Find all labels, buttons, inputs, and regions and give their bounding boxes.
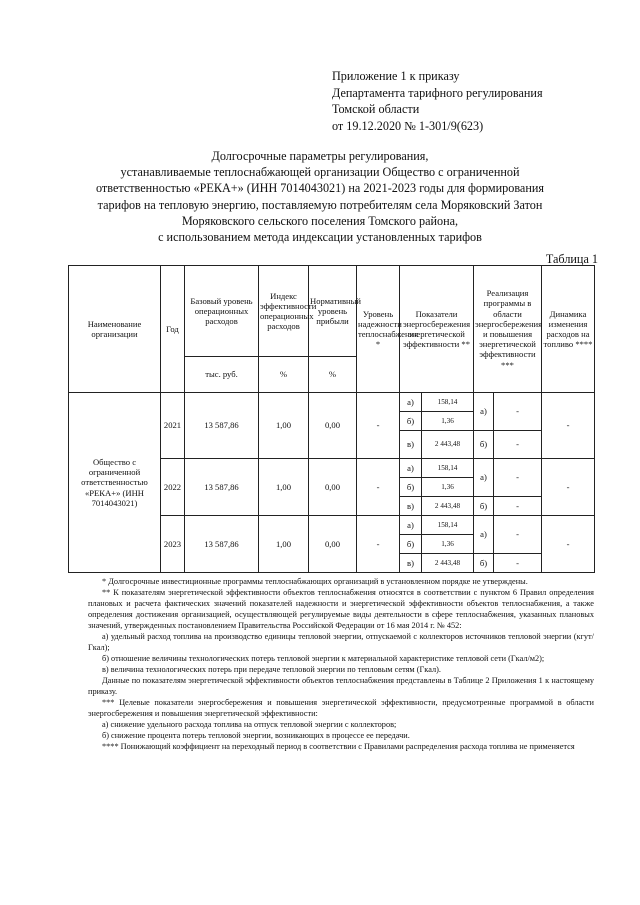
energy-label-c: в) <box>400 497 422 516</box>
appendix-line-1: Приложение 1 к приказу <box>332 69 460 83</box>
program-label-a: а) <box>474 516 494 554</box>
row-norm: 0,00 <box>309 393 357 459</box>
note-2d: Данные по показателям энергетической эффективности объектов теплоснабжения представлены в Таблице 2 Приложения 1 к настоящему приказу. <box>88 676 594 696</box>
energy-label-b: б) <box>400 535 422 554</box>
energy-value-c: 2 443,48 <box>422 431 474 459</box>
header-base: Базовый уровень операционных расходов <box>185 266 259 357</box>
energy-value-c: 2 443,48 <box>422 497 474 516</box>
program-value-b: - <box>494 431 542 459</box>
header-dynamics: Динамика изменения расходов на топливо **** <box>542 266 595 393</box>
title-line-4: тарифов на тепловую энергию, поставляемую потребителям села Моряковский Затон <box>97 197 543 212</box>
program-label-b: б) <box>474 431 494 459</box>
note-3: *** Целевые показатели энергосбережения и повышения энергетической эффективности, предусмотренные программой в области энергосбережения и повышения энергетической эффективности: <box>88 698 594 718</box>
energy-label-a: а) <box>400 516 422 535</box>
note-2a: а) удельный расход топлива на производство единицы тепловой энергии, отпускаемой с коллекторов источников тепловой энергии (кгут/Гкал); <box>88 632 594 652</box>
row-index: 1,00 <box>259 459 309 516</box>
header-program: Реализация программы в области энергосбережения и повышения энергетической эффективности *** <box>474 266 542 393</box>
row-index: 1,00 <box>259 516 309 573</box>
row-year: 2021 <box>161 393 185 459</box>
footnotes <box>88 576 594 752</box>
row-year: 2023 <box>161 516 185 573</box>
energy-value-a: 158,14 <box>422 393 474 412</box>
energy-label-b: б) <box>400 478 422 497</box>
row-dynamics: - <box>542 393 595 459</box>
parameters-table <box>68 265 595 573</box>
row-dynamics: - <box>542 459 595 516</box>
header-year: Год <box>161 266 185 393</box>
program-value-a: - <box>494 459 542 497</box>
program-value-a: - <box>494 516 542 554</box>
program-label-a: а) <box>474 459 494 497</box>
energy-label-b: б) <box>400 412 422 431</box>
energy-value-a: 158,14 <box>422 459 474 478</box>
note-4: **** Понижающий коэффициент на переходный период в соответствии с Правилами распределения расхода топлива не применяется <box>102 742 575 751</box>
table-caption: Таблица 1 <box>545 252 598 266</box>
note-2c: в) величина технологических потерь при передаче тепловой энергии по тепловым сетям (Гкал). <box>102 665 441 674</box>
energy-value-b: 1,36 <box>422 412 474 431</box>
appendix-line-4: от 19.12.2020 № 1-301/9(623) <box>332 118 484 133</box>
title-line-2: устанавливаемые теплоснабжающей организации Общество с ограниченной <box>120 165 520 180</box>
row-base: 13 587,86 <box>185 459 259 516</box>
program-label-b: б) <box>474 554 494 573</box>
note-3a: а) снижение удельного расхода топлива на отпуск тепловой энергии с коллекторов; <box>102 720 397 729</box>
energy-value-b: 1,36 <box>422 535 474 554</box>
energy-label-c: в) <box>400 554 422 573</box>
program-value-b: - <box>494 554 542 573</box>
org-name: Общество с ограниченной ответственностью «РЕКА+» (ИНН 7014043021) <box>69 393 161 573</box>
header-index: Индекс эффективности операционных расходов <box>259 266 309 357</box>
header-energy: Показатели энергосбережения энергетической эффективности ** <box>400 266 474 393</box>
program-label-a: а) <box>474 393 494 431</box>
appendix-line-3: Томской области <box>332 102 420 116</box>
row-base: 13 587,86 <box>185 393 259 459</box>
energy-value-a: 158,14 <box>422 516 474 535</box>
row-norm: 0,00 <box>309 459 357 516</box>
note-3b: б) снижение процента потерь тепловой энергии, возникающих в процессе ее передачи. <box>102 731 410 740</box>
row-dynamics: - <box>542 516 595 573</box>
energy-label-c: в) <box>400 431 422 459</box>
title-line-5: Моряковского сельского поселения Томского района, <box>181 213 459 228</box>
program-value-a: - <box>494 393 542 431</box>
title-line-3: ответственностью «РЕКА+» (ИНН 7014043021) на 2021-2023 годы для формирования <box>96 181 544 196</box>
energy-label-a: а) <box>400 393 422 412</box>
row-norm: 0,00 <box>309 516 357 573</box>
document-title <box>40 148 600 245</box>
title-line-1: Долгосрочные параметры регулирования, <box>211 149 429 163</box>
row-base: 13 587,86 <box>185 516 259 573</box>
unit-index: % <box>259 357 309 393</box>
energy-value-b: 1,36 <box>422 478 474 497</box>
row-index: 1,00 <box>259 393 309 459</box>
appendix-header <box>332 68 543 134</box>
header-org: Наименование организации <box>69 266 161 393</box>
row-year: 2022 <box>161 459 185 516</box>
header-reliability: Уровень надежности теплоснабжения * <box>357 266 400 393</box>
unit-base: тыс. руб. <box>185 357 259 393</box>
row-reliability: - <box>357 516 400 573</box>
note-2b: б) отношение величины технологических потерь тепловой энергии к материальной характеристике тепловой сети (Гкал/м2); <box>102 654 545 663</box>
energy-value-c: 2 443,48 <box>422 554 474 573</box>
energy-label-a: а) <box>400 459 422 478</box>
unit-norm: % <box>309 357 357 393</box>
header-norm: Нормативный уровень прибыли <box>309 266 357 357</box>
program-label-b: б) <box>474 497 494 516</box>
note-2: ** К показателям энергетической эффективности объектов теплоснабжения относятся в соответствии с пунктом 6 Правил определения плановых и расчета фактических значений показателей надежности и энергетической эффективности объектов теплоснабжения, а также определения достижения организацией, осуществляющей регулируемые виды деятельности в сфере теплоснабжения, указанных плановых значений, утвержденных постановлением Правительства Российской Федерации от 16 мая 2014 г. № 452: <box>88 588 594 630</box>
title-line-6: с использованием метода индексации установленных тарифов <box>158 230 482 245</box>
table-row <box>69 393 595 412</box>
note-1: * Долгосрочные инвестиционные программы теплоснабжающих организаций в установленном порядке не утверждены. <box>102 577 528 586</box>
row-reliability: - <box>357 459 400 516</box>
row-reliability: - <box>357 393 400 459</box>
program-value-b: - <box>494 497 542 516</box>
appendix-line-2: Департамента тарифного регулирования <box>332 85 543 100</box>
